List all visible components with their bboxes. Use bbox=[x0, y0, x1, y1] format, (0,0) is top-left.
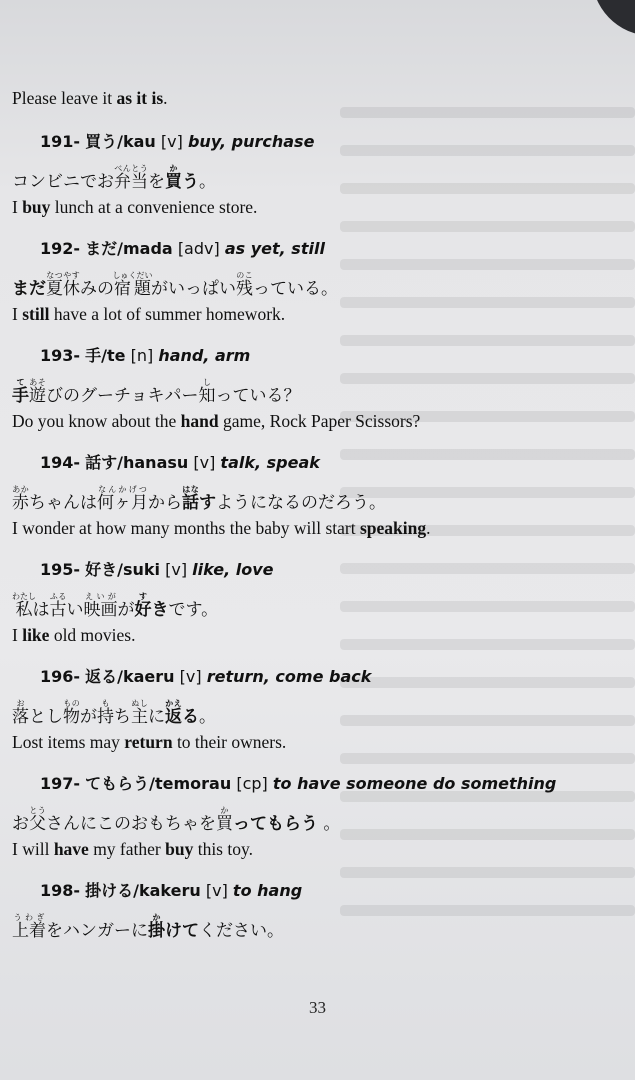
sentence-text: さんにこのおもちゃを bbox=[46, 814, 216, 834]
entry-meaning: hand, arm bbox=[158, 346, 251, 365]
furigana-reading: なんかげつ bbox=[97, 485, 148, 494]
entry-meaning: to hang bbox=[232, 881, 303, 900]
furigana-word: 物もの bbox=[63, 699, 80, 727]
furigana-word: 宿題しゅくだい bbox=[112, 271, 153, 299]
intro-text-after: . bbox=[163, 88, 168, 108]
english-translation bbox=[12, 304, 612, 325]
japanese-sentence bbox=[12, 592, 612, 621]
furigana-reading: もの bbox=[63, 699, 80, 708]
furigana-word: 遊あそ bbox=[29, 378, 46, 406]
sentence-text: ください。 bbox=[199, 921, 284, 941]
japanese-sentence bbox=[12, 271, 612, 300]
sentence-text: がいっぱい bbox=[151, 279, 236, 299]
furigana-word: 買か bbox=[165, 164, 182, 192]
english-translation bbox=[12, 197, 612, 218]
entry-word: 話す/hanasu bbox=[85, 453, 189, 472]
furigana-reading: し bbox=[198, 378, 216, 387]
entry-heading bbox=[40, 343, 612, 366]
entry-word: てもらう/temorau bbox=[85, 774, 232, 793]
entry-heading bbox=[40, 557, 612, 580]
vocab-entry bbox=[12, 664, 612, 753]
entry-number: 192- bbox=[40, 239, 81, 258]
furigana-word: 残のこ bbox=[236, 271, 253, 299]
furigana-reading: も bbox=[97, 699, 114, 708]
entry-word: まだ/mada bbox=[85, 239, 173, 258]
intro-sentence bbox=[12, 88, 612, 109]
translation-highlight: buy bbox=[165, 839, 194, 859]
entry-word: 返る/kaeru bbox=[85, 667, 175, 686]
japanese-sentence bbox=[12, 378, 612, 407]
translation-text: Lost items may bbox=[12, 732, 125, 752]
furigana-reading: なつやす bbox=[46, 271, 80, 280]
sentence-text: を bbox=[148, 172, 165, 192]
furigana-reading: うわぎ bbox=[12, 913, 46, 922]
sentence-text: っている。 bbox=[253, 279, 338, 299]
furigana-reading: えいが bbox=[83, 592, 118, 601]
entry-heading bbox=[40, 878, 612, 901]
furigana-word: 手て bbox=[12, 378, 29, 406]
sentence-text: びのグーチョキパー bbox=[46, 386, 199, 406]
translation-text: I will bbox=[12, 839, 54, 859]
sentence-text: とし bbox=[29, 707, 63, 727]
translation-text: my father bbox=[88, 839, 166, 859]
entry-heading bbox=[40, 129, 612, 152]
entry-meaning: buy, purchase bbox=[187, 132, 315, 151]
entry-part-of-speech: [v] bbox=[160, 132, 183, 151]
furigana-reading: はな bbox=[182, 485, 199, 494]
furigana-word: 持も bbox=[97, 699, 114, 727]
sentence-text: コンビニでお bbox=[12, 172, 114, 192]
entry-part-of-speech: [v] bbox=[165, 560, 188, 579]
furigana-word: 返かえ bbox=[165, 699, 182, 727]
sentence-text: から bbox=[148, 493, 182, 513]
translation-text: old movies. bbox=[49, 625, 136, 645]
sentence-text: が bbox=[80, 707, 97, 727]
japanese-sentence bbox=[12, 164, 612, 193]
furigana-word: 主ぬし bbox=[131, 699, 148, 727]
sentence-text: ち bbox=[114, 707, 131, 727]
japanese-sentence bbox=[12, 485, 612, 514]
entry-number: 191- bbox=[40, 132, 81, 151]
furigana-word: 映画えいが bbox=[83, 592, 118, 620]
furigana-reading: あそ bbox=[29, 378, 46, 387]
page-corner-shadow bbox=[576, 0, 635, 42]
translation-text: I bbox=[12, 304, 23, 324]
sentence-text: 。 bbox=[318, 814, 341, 834]
furigana-reading: ふる bbox=[49, 592, 67, 601]
furigana-reading: す bbox=[134, 592, 152, 601]
translation-highlight: have bbox=[53, 839, 89, 859]
furigana-reading: お bbox=[12, 699, 29, 708]
sentence-text: お bbox=[12, 814, 29, 834]
furigana-word: 知し bbox=[198, 378, 216, 406]
entry-meaning: as yet, still bbox=[224, 239, 325, 258]
furigana-word: 何ヶ月なんかげつ bbox=[97, 485, 148, 513]
vocab-entry bbox=[12, 343, 612, 432]
furigana-reading: ぬし bbox=[131, 699, 148, 708]
entry-part-of-speech: [cp] bbox=[236, 774, 268, 793]
furigana-word: 落お bbox=[12, 699, 29, 727]
entry-word: 買う/kau bbox=[85, 132, 156, 151]
furigana-reading: か bbox=[148, 913, 165, 922]
sentence-text: は bbox=[32, 600, 50, 620]
entry-word: 掛ける/kakeru bbox=[85, 881, 201, 900]
vocab-entry bbox=[12, 878, 612, 942]
translation-text: I bbox=[12, 197, 23, 217]
furigana-word: 好す bbox=[134, 592, 152, 620]
translation-text: game, Rock Paper Scissors? bbox=[218, 411, 421, 431]
entry-meaning: return, come back bbox=[206, 667, 372, 686]
furigana-word: 古ふる bbox=[49, 592, 67, 620]
translation-text: this toy. bbox=[193, 839, 253, 859]
vocab-entry bbox=[12, 129, 612, 218]
translation-highlight: return bbox=[124, 732, 173, 752]
entry-number: 198- bbox=[40, 881, 81, 900]
furigana-word: 掛か bbox=[148, 913, 165, 941]
intro-text-before: Please leave it bbox=[12, 88, 117, 108]
furigana-reading: のこ bbox=[236, 271, 253, 280]
translation-text: I wonder at how many months the baby will start bbox=[12, 518, 360, 538]
sentence-text: ちゃんは bbox=[29, 493, 97, 513]
english-translation bbox=[12, 411, 612, 432]
sentence-text: い bbox=[66, 600, 84, 620]
english-translation bbox=[12, 625, 612, 646]
sentence-text: っている？ bbox=[215, 386, 301, 406]
sentence-text: が bbox=[117, 600, 135, 620]
translation-highlight: like bbox=[22, 625, 50, 645]
japanese-sentence bbox=[12, 806, 612, 835]
entry-meaning: talk, speak bbox=[220, 453, 320, 472]
translation-text: I bbox=[12, 625, 23, 645]
furigana-reading: とう bbox=[29, 806, 46, 815]
entry-part-of-speech: [v] bbox=[205, 881, 228, 900]
translation-text: to their owners. bbox=[172, 732, 287, 752]
entry-heading bbox=[40, 664, 612, 687]
entry-number: 195- bbox=[40, 560, 81, 579]
sentence-text: です。 bbox=[168, 600, 219, 620]
entry-word: 手/te bbox=[85, 346, 126, 365]
sentence-text: ようになるのだろう。 bbox=[216, 493, 386, 513]
sentence-text: す bbox=[199, 493, 216, 513]
entry-part-of-speech: [adv] bbox=[177, 239, 220, 258]
furigana-word: 上着うわぎ bbox=[12, 913, 46, 941]
furigana-reading: あか bbox=[12, 485, 29, 494]
translation-highlight: still bbox=[22, 304, 50, 324]
furigana-reading: べんとう bbox=[114, 164, 148, 173]
vocabulary-entries bbox=[12, 129, 612, 942]
sentence-text: 。 bbox=[199, 707, 216, 727]
translation-text: lunch at a convenience store. bbox=[50, 197, 258, 217]
sentence-text: に bbox=[148, 707, 165, 727]
vocab-entry bbox=[12, 771, 612, 860]
translation-highlight: speaking bbox=[360, 518, 427, 538]
english-translation bbox=[12, 518, 612, 539]
entry-word: 好き/suki bbox=[85, 560, 161, 579]
entry-meaning: to have someone do something bbox=[272, 774, 557, 793]
english-translation bbox=[12, 839, 612, 860]
entry-number: 193- bbox=[40, 346, 81, 365]
furigana-reading: て bbox=[12, 378, 29, 387]
furigana-word: 赤あか bbox=[12, 485, 29, 513]
page-content bbox=[12, 88, 612, 960]
entry-number: 194- bbox=[40, 453, 81, 472]
entry-part-of-speech: [n] bbox=[130, 346, 154, 365]
japanese-sentence bbox=[12, 699, 612, 728]
sentence-text: をハンガーに bbox=[46, 921, 148, 941]
translation-text: Do you know about the bbox=[12, 411, 181, 431]
sentence-text: る bbox=[182, 707, 199, 727]
furigana-reading: か bbox=[165, 164, 182, 173]
translation-text: . bbox=[426, 518, 431, 538]
vocab-entry bbox=[12, 450, 612, 539]
japanese-sentence bbox=[12, 913, 612, 942]
sentence-text: 。 bbox=[199, 172, 216, 192]
furigana-word: 夏休なつやす bbox=[46, 271, 80, 299]
entry-heading bbox=[40, 450, 612, 473]
furigana-reading: か bbox=[216, 806, 233, 815]
furigana-word: 弁当べんとう bbox=[114, 164, 148, 192]
sentence-text: う bbox=[182, 172, 199, 192]
sentence-text: ってもらう bbox=[233, 814, 318, 834]
entry-heading bbox=[40, 771, 612, 794]
entry-heading bbox=[40, 236, 612, 259]
english-translation bbox=[12, 732, 612, 753]
sentence-text: まだ bbox=[12, 279, 46, 299]
entry-part-of-speech: [v] bbox=[193, 453, 216, 472]
translation-highlight: hand bbox=[180, 411, 219, 431]
entry-number: 197- bbox=[40, 774, 81, 793]
entry-part-of-speech: [v] bbox=[179, 667, 202, 686]
translation-text: have a lot of summer homework. bbox=[49, 304, 286, 324]
translation-highlight: buy bbox=[22, 197, 51, 217]
sentence-text: き bbox=[151, 600, 169, 620]
entry-meaning: like, love bbox=[192, 560, 274, 579]
entry-number: 196- bbox=[40, 667, 81, 686]
furigana-reading: かえ bbox=[165, 699, 182, 708]
furigana-word: 話はな bbox=[182, 485, 199, 513]
sentence-text: けて bbox=[165, 921, 199, 941]
vocab-entry bbox=[12, 557, 612, 646]
furigana-reading: しゅくだい bbox=[112, 271, 153, 280]
furigana-word: 父とう bbox=[29, 806, 46, 834]
furigana-word: 買か bbox=[216, 806, 233, 834]
vocab-entry bbox=[12, 236, 612, 325]
sentence-text: みの bbox=[80, 279, 114, 299]
furigana-reading: わたし bbox=[12, 592, 36, 601]
intro-text-bold: as it is bbox=[116, 88, 164, 108]
page-number: 33 bbox=[309, 998, 326, 1017]
furigana-word: 私わたし bbox=[12, 592, 36, 620]
